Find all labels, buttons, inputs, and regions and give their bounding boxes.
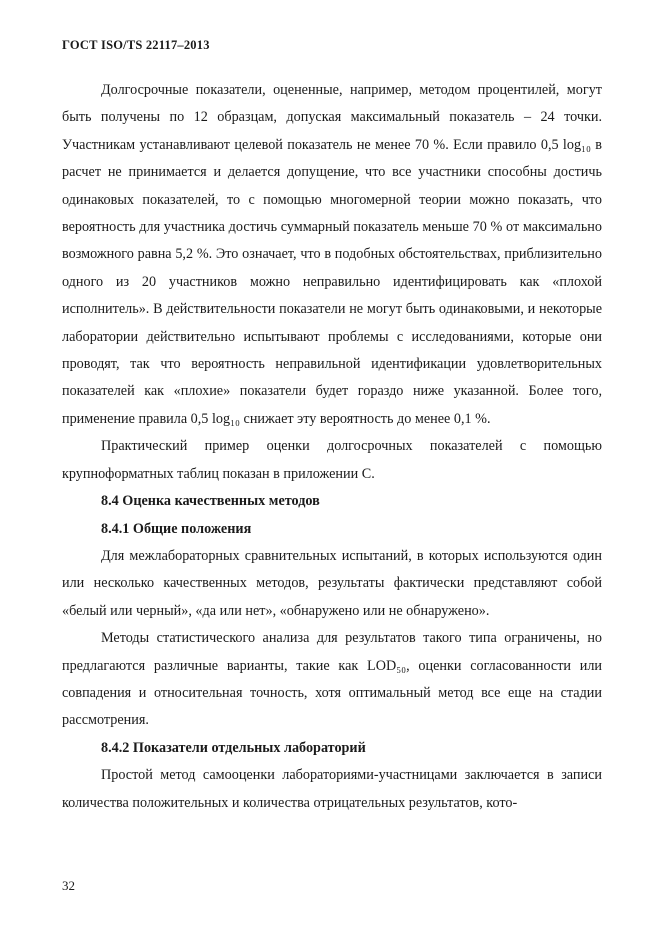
paragraph-statistical-analysis: Методы статистического анализа для результатов такого типа ограничены, но предлагаются различные варианты, такие как LOD₅₀, оценки согласованности или совпадения и относительная точность, хотя оптимальный метод все еще на стадии рассмотрения. [62,630,602,729]
paragraph-long-term-scores: Долгосрочные показатели, оцененные, например, методом процентилей, могут быть получены по 12 образцам, допуская максимальный показатель – 24 точки. Участникам устанавливают целевой показатель не менее 70 %. Если правило 0,5 log₁₀ в расчет не принимается и делается допущение, что все участники способны достичь одинаковых показателей, то с помощью многомерной теории можно показать, что вероятность для участника достичь суммарный показатель меньше 70 % от максимально возможного равна 5,2 %. Это означает, что в подобных обстоятельствах, приблизительно одного из 20 участников можно неправильно идентифицировать как «плохой исполнитель». В действительности показатели не могут быть одинаковыми, и некоторые лаборатории действительно испытывают проблемы с исследованиями, которые они проводят, так что вероятность неправильной идентификации удовлетворительных показателей как «плохие» показатели будет гораздо ниже указанной. Более того, применение правила 0,5 log₁₀ снижает эту вероятность до менее 0,1 %. [62,82,602,427]
document-header: ГОСТ ISO/TS 22117–2013 [62,38,210,52]
page-body [62,77,602,817]
paragraph-practical-example: Практический пример оценки долгосрочных показателей с помощью крупноформатных таблиц показан в приложении С. [62,438,602,482]
paragraph-self-assessment: Простой метод самооценки лабораториями-участницами заключается в записи количества положительных и количества отрицательных результатов, кото- [62,767,602,811]
section-heading-8-4-1: 8.4.1 Общие положения [101,520,252,537]
paragraph-qualitative-methods: Для межлабораторных сравнительных испытаний, в которых используются один или несколько качественных методов, результаты фактически представляют собой «белый или черный», «да или нет», «обнаружено или не обнаружено». [62,547,602,619]
section-heading-8-4: 8.4 Оценка качественных методов [101,493,320,510]
section-heading-8-4-2: 8.4.2 Показатели отдельных лабораторий [101,739,366,756]
page-number: 32 [62,878,75,893]
